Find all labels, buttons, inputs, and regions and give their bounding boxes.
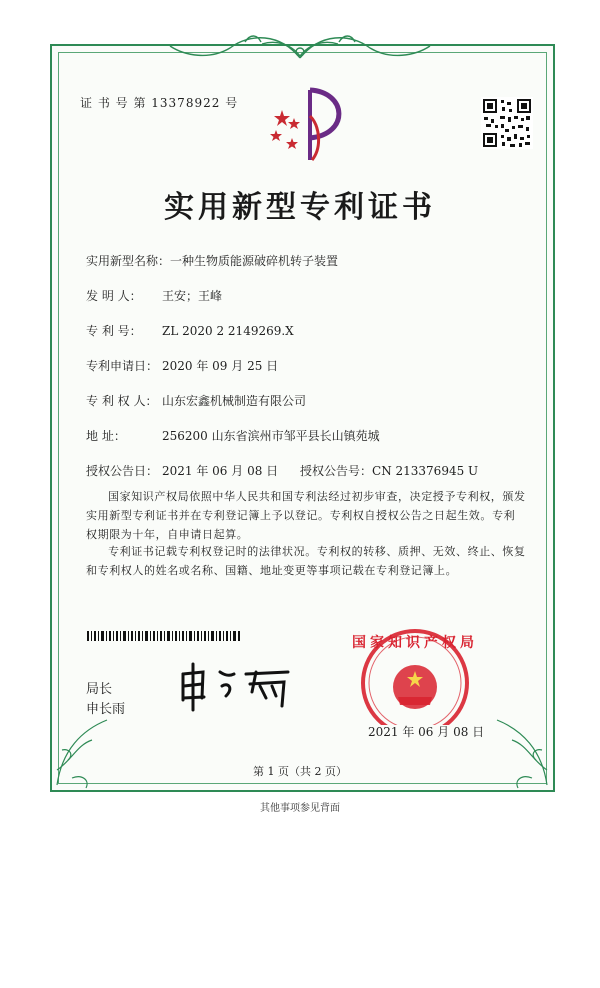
qr-code-icon — [481, 97, 533, 149]
patent-office-logo-icon — [262, 86, 352, 166]
field-value: ZL 2020 2 2149269.X — [162, 324, 294, 338]
grant-statement-paragraph: 国家知识产权局依照中华人民共和国专利法经过初步审查，决定授予专利权，颁发实用新型专利证书并在专利登记簿上予以登记。专利权自授权公告之日起生效。专利权期限为十年，自申请日起算。 — [86, 490, 526, 541]
field-grant-number — [300, 462, 478, 479]
seal-date: 2021 年 06 月 08 日 — [368, 725, 485, 739]
official-seal-icon — [350, 625, 480, 725]
field-label: 专 利 权 人： — [86, 394, 158, 408]
field-address — [86, 427, 380, 444]
field-patentee — [86, 392, 306, 409]
footer-note: 其他事项参见背面 — [260, 803, 340, 814]
field-value: 2021 年 06 月 08 日 — [162, 464, 279, 478]
legal-status-paragraph: 专利证书记载专利权登记时的法律状况。专利权的转移、质押、无效、终止、恢复和专利权人的姓名或名称、国籍、地址变更等事项记载在专利登记簿上。 — [86, 545, 526, 577]
certificate-number-value: 13378922 — [151, 96, 221, 110]
field-patent-number — [86, 322, 294, 339]
field-value: 山东宏鑫机械制造有限公司 — [162, 394, 307, 408]
field-label: 发 明 人： — [86, 289, 142, 303]
field-value: 一种生物质能源破碎机转子装置 — [170, 254, 339, 268]
page-number: 第 1 页（共 2 页） — [253, 765, 347, 778]
field-label: 专 利 号： — [86, 324, 142, 338]
barcode-icon — [87, 631, 242, 641]
field-label: 实用新型名称： — [86, 254, 171, 268]
certificate-number-suffix: 号 — [225, 96, 239, 110]
field-filing-date — [86, 357, 278, 374]
field-value: 王安；王峰 — [162, 289, 223, 303]
field-grant-date — [86, 462, 278, 479]
seal-text: 国家知识产权局 — [352, 635, 478, 651]
certificate-number — [80, 94, 238, 111]
certificate-title: 实用新型专利证书 — [164, 190, 436, 225]
field-value: CN 213376945 U — [372, 464, 479, 478]
field-utility-model-name — [86, 252, 338, 269]
chief-title: 局长 — [86, 682, 113, 697]
top-ornament-icon — [150, 28, 450, 68]
field-value: 256200 山东省滨州市邹平县长山镇苑城 — [162, 429, 380, 443]
handwritten-signature — [178, 662, 298, 712]
field-inventor — [86, 287, 222, 304]
field-label: 地 址： — [86, 429, 126, 443]
field-value: 2020 年 09 月 25 日 — [162, 359, 279, 373]
field-label: 授权公告号： — [300, 464, 373, 478]
field-label: 授权公告日： — [86, 464, 159, 478]
field-label: 专利申请日： — [86, 359, 159, 373]
chief-name: 申长雨 — [86, 702, 126, 717]
certificate-number-label: 证 书 号 第 — [80, 96, 147, 110]
